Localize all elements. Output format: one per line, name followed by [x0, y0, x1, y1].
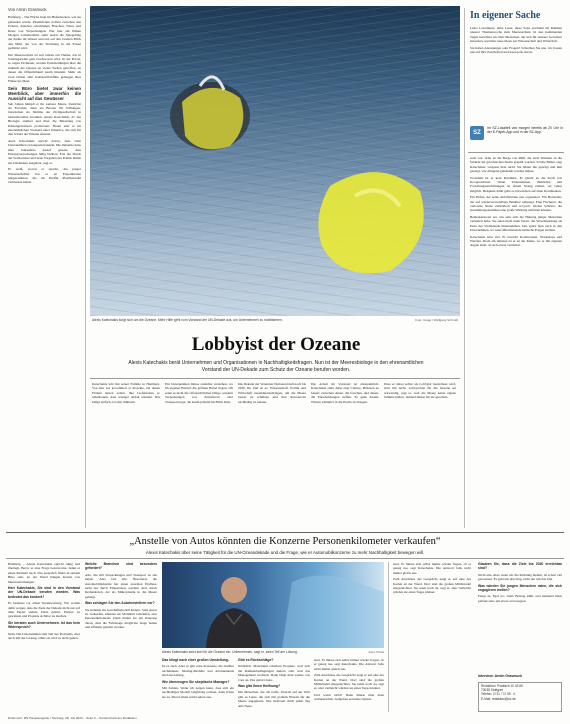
ocean-plastic-photo — [90, 6, 460, 316]
interview-photo-credit: Foto: Privat — [368, 650, 384, 654]
photo-caption: Alexis Katechakis sorgt sich um die Ozeane. Mehr Hilfe geht vom Vorstand der UN-Dekade aus, um Unternehmen zu mobilisieren. — [92, 318, 283, 322]
sidebar-continued-text: setzt war. Oder an die Berge von Müll, die nach Stürmen an die Strände der griechischen Inseln gespült wurden. Solche Bilder, sagt Katechakis, vergesse man nicht. Sie hätten ihn geprägt und ihm gezeigt, wie dringend gehandelt werden müsse. Trotzdem ist er kein Pessimist. Er glaubt an die Kraft von Kooperationen. Wenn Unternehmen, Behörden und Forschungseinrichtungen an einem Strang ziehen, sei vieles möglich. Beispiele dafür gebe es inzwischen auf allen Kontinenten. Ein Hafen, der seine Abfallströme neu organisiert. Ein Hersteller, der auf wiederverwendbare Behälter umsteigt. Eine Fischerei, die verlorene Netze zurückholt und recycelt. Kleine Schritte, die zusammengenommen eine große Wirkung entfalten können. Bemerkenswert sei, wie sehr sich die Haltung junger Menschen verändert habe. Sie seien nicht mehr bereit, die Verschmutzung als Preis des Wohlstands hinzunehmen. Das spüre man auch in den Unternehmen, wo neue Mitarbeitende kritische Fragen stellten. Katechakis reist viel. Er besucht Konferenzen, Workshops und Werften. Doch am liebsten ist er an der Küste, wo er mit eigenen Augen sieht, ob sich etwas verändert. — [470, 156, 562, 248]
interview-col-5: ziert. Er müsse sich selbst immer wieder fragen, ob er genug tue, sagt Katechakis. Die Antwort falle nicht immer gleich aus. Zum Abschluss des Gesprächs zeigt er auf eine der Karten an der Wand. Dort sind die großen Müllstrudel eingezeichnet. Sie seien noch da, sagt er, aber vielleicht würden sie eines Tages kleiner. Und wenn nicht? Dann müsse man eben weitermachen. Aufgeben sei keine Option. — [314, 658, 384, 702]
yellow-plastic-bag — [318, 172, 423, 273]
sidebar-divider — [468, 152, 564, 153]
interview-photo-caption: Alexis Katechakis setzt sich für die Ozeane ein. Unternehmen, sagt er, seien Teil der Lösung. — [162, 650, 298, 654]
article-paragraph: Der Meeresschutz ist seit Jahren ein Thema, das in Sonntagsreden gern beschworen wird. In der Praxis, so sagen Fachleute, werden Entscheidungen über die Zukunft der Ozeane an vielen Stellen getroffen, an denen die Öffentlichkeit kaum hinsieht. Mehr als zwei Drittel aller Kunststoffabfälle gelangen über Flüsse ins Meer. — [8, 52, 81, 84]
top-article-col-1 — [8, 8, 81, 528]
interviewer-credit: Interview: Armin Grasmuck — [478, 674, 522, 678]
dek-divider — [90, 378, 460, 379]
interview-dek-divider — [6, 558, 564, 559]
top-article-col-4: Die Dekade der Vereinten Nationen läuft noch bis 2030. Ihr Ziel ist es, Wissenschaft, Politik und Wirtschaft zusammenzubringen, um die Meere besser zu schützen und ihre Ressourcen nachhaltig zu nutzen. — [238, 382, 306, 404]
plastic-debris-illustration — [90, 6, 460, 316]
article-paragraph: Auch Katechakis spricht davon, dass viele Unternehmen zu langsam handeln. Die Industrie habe über Jahrzehnte darauf gesetzt, dass Einwegverpackungen billig bleiben. Erst der Druck der Verbraucher und neue Vorgaben der Politik hätten ein Umdenken ausgelöst, sagt er. — [8, 138, 81, 165]
article-paragraph: Er weiß, wovon er spricht. Als junger Wissenschaftler hat er an Expeditionen teilgenommen, die im Pazifik Plastikstrudel vermessen haben. — [8, 167, 81, 185]
interview-photo — [162, 562, 384, 648]
section-divider — [6, 532, 564, 533]
sidebar-text: Liebe Leserinnen, liebe Leser, diese Seite erscheint im Rahmen unserer Themenwoche zum Meeresschutz. In den kommenden Tagen berichten wir über Menschen, die sich für saubere Gewässer einsetzen, und über neue Ideen aus Wissenschaft und Wirtschaft. Sie haben Anregungen oder Fragen? Schreiben Sie uns, wir freuen uns auf Ihre Zuschriften und lesen jede davon. — [470, 26, 562, 55]
sidebar-title: In eigener Sache — [470, 10, 541, 21]
contact-email-link[interactable]: E-Mail: redaktion@sz.de — [481, 696, 516, 701]
column-divider — [464, 8, 465, 528]
photo-credit: Foto: Imago / Wolfgang Schmidt — [415, 318, 458, 322]
interview-col-3: Das klingt nach einer großen Umstellung. Ist es auch. Aber es gibt erste Konzerne, die darüber nachdenken. Sharing-Modelle und Abonnements sind ein Anfang. Wie überzeugen Sie skeptische Manager? Mit Zahlen. Wenn ich zeigen kann, dass sich ein nachhaltiges Modell langfristig rechnet, dann hören sie zu. Moral allein reicht selten aus. — [162, 658, 234, 699]
main-headline: Lobbyist der Ozeane — [191, 334, 361, 355]
top-article-col-2: Katechakis lebt mit seiner Familie in Hamburg. Von hier aus koordiniert er Projekte, bei denen Firmen lernen sollen, ihre Lieferketten so umzubauen, dass weniger Abfall entsteht. Das klingt einfach, ist aber mühsam. — [92, 382, 160, 404]
interview-col-1: Hamburg – Alexis Katechakis spricht ruhig und überlegt. Bevor er eine Frage beantwortet, denkt er einen Moment nach. Das Gespräch findet in seinem Büro statt, an der Wand hängen Karten von Meeresströmungen. Herr Katechakis, Sie sind in den Vorstand der UN-Dekade berufen worden. Was bedeutet das konkret? Es bedeutet vor allem Verantwortung. Wir wollen dafür sorgen, dass die Ziele der Dekade nicht nur auf dem Papier stehen. Dazu gehört, Partner zu gewinnen und Projekte sichtbar zu machen. Sie beraten auch Unternehmen. Ist das kein Widerspruch? Nein. Die Unternehmen sind Teil des Problems, aber auch Teil der Lösung. Ohne sie wird es nicht gehen. — [8, 562, 80, 641]
interview-col-4: Gibt es Rückschläge? Natürlich. Manchmal scheitern Projekte, weil sich die Rahmenbedingungen ändern oder weil das Management wechselt. Dann fängt man wieder von vorn an. Das gehört dazu. Was gibt Ihnen Hoffnung? Die Menschen, die ich treffe. Überall auf der Welt gibt es Leute, die sich mit großem Einsatz für die Meere engagieren. Das motiviert mich jeden Tag aufs Neue. — [238, 658, 310, 708]
column-divider — [388, 562, 389, 712]
article-subhead: Sein Büro bietet zwar keinen Meerblick, aber immerhin die Aussicht auf das Gewässer — [8, 85, 81, 101]
person-body — [206, 608, 262, 648]
column-divider — [85, 8, 86, 528]
app-promo-text: Ihr SZ-Lokalteil von morgen bereits ab 20 Uhr in der E-Paper-App und in der SZ-App. — [487, 126, 563, 135]
interview-col-6: ziert. Er müsse sich selbst immer wieder fragen, ob er genug tue, sagt Katechakis. Die Antwort falle nicht immer gleich aus. Zum Abschluss des Gesprächs zeigt er auf eine der Karten an der Wand. Dort sind die großen Müllstrudel eingezeichnet. Sie seien noch da, sagt er, aber vielleicht würden sie eines Tages kleiner. — [393, 562, 471, 595]
top-article-col-6: Dass er dabei selbst als Lobbyist bezeichnet wird, stört ihn nicht. Lobbyarbeit für die Ozeane sei notwendig, sagt er, weil die Meere keine eigene Stimme hätten. Jemand müsse für sie sprechen. — [384, 382, 456, 400]
person-silhouette-illustration — [162, 562, 384, 648]
interview-dek: Alexis Katechakis über seine Tätigkeit für die UN-Ozeandekade und die Frage, wie er Automobilkonzerne zu mehr Nachhaltigkeit bewegen will. — [145, 550, 425, 555]
interview-col-7: Glauben Sie, dass die Ziele bis 2030 erreichbar sind? Nicht alle. Aber wenn wir die Richtung ändern, ist schon viel gewonnen. Es geht um den Weg, nicht nur um das Ziel. Was würden Sie jungen Menschen raten, die sich engagieren wollen? Fangt an. Egal wo. Jeder Beitrag zählt, und niemand muss perfekt sein, um etwas zu bewegen. — [478, 562, 562, 603]
main-dek: Alexis Katechakis berät Unternehmen und Organisationen in Nachhaltigkeitsfragen. Nun ist der Meeresbiologe in den ehrenamtlichen Vorstand der UN-Dekade zum Schutz der Ozeane berufen worden. — [128, 360, 424, 373]
app-badge-icon: SZ — [470, 126, 484, 140]
byline: Von Armin Grasmuck — [8, 8, 47, 12]
page-footer: Dokument: RN Hauptausgabe / Sonntag, 28. Juli 2024 – Seite 6 – Sonderdruck der Redaktion — [8, 716, 137, 720]
contact-box — [478, 682, 562, 712]
article-paragraph: Hamburg – Die Fläche liegt im Hafenbecken, wie sie gefunden wurde. Plastikfolien treiben zwischen den Pollern, daneben schwimmen Flaschen, Netze und Reste von Verpackungen. Wer hier am frühen Morgen vorbeikommt, sieht zuerst die Spiegelung der Kräne im Wasser und erst auf den zweiten Blick den Müll, der von der Strömung in die Ecken gedrückt wird. — [8, 15, 81, 51]
interview-col-2: Welche Branchen sind besonders gefordert? Alle, die mit Verpackungen und Transport zu tun haben. Also fast alle. Besonders die Automobilindustrie hat einen enormen Einfluss, nicht nur durch Emissionen, sondern auch durch Reifenabrieb, der als Mikroplastik in die Meere gelangt. Was schlagen Sie den Autoherstellern vor? Sie könnten ihr Geschäftsmodell ändern. Statt Autos zu verkaufen, könnten sie Mobilität verkaufen, also Personenkilometer. Dann hätten sie ein Interesse daran, dass die Fahrzeuge möglichst lange halten und effizient genutzt werden. — [85, 562, 157, 630]
interview-headline: „Anstelle von Autos könnten die Konzerne Personenkilometer verkaufen“ — [129, 536, 441, 547]
contact-line: Redaktion: Postfach 10 43 65 — [481, 684, 523, 688]
contact-line: Telefon: 0711 / 72 05 - 0 — [481, 692, 516, 697]
top-article-col-5: Die Arbeit im Vorstand ist ehrenamtlich. Katechakis sieht darin eine Chance, Brücken zu bauen: zwischen denen, die forschen, und denen, die Entscheidungen treffen. Es gehe darum, Wissen schneller in die Praxis zu bringen. — [311, 382, 379, 404]
yellow-plastic-piece — [182, 88, 243, 149]
article-paragraph: Seit Jahren kämpft er für saubere Meere. Zunächst als Forscher, dann als Berater für Stiftungen, inzwischen als Stimme der Zivilgesellschaft in internationalen Gremien. Alexis Katechakis, 47, hat Biologie studiert und über die Belastung von Küstengewässern promoviert. Heute sitzt er im ehrenamtlichen Vorstand einer Initiative, die sich für den Schutz der Ozeane einsetzt. — [8, 101, 81, 137]
top-article-col-3: Ein Unternehmen müsse zunächst verstehen, wo im eigenen Betrieb die größten Hebel liegen. Oft seien es nicht die offensichtlichen Dinge, sondern Verpackungen von Zulieferern oder Transportwege, die kaum jemand im Blick habe. — [165, 382, 233, 404]
contact-line: 70038 Stuttgart — [481, 688, 503, 693]
person-head — [221, 577, 247, 603]
